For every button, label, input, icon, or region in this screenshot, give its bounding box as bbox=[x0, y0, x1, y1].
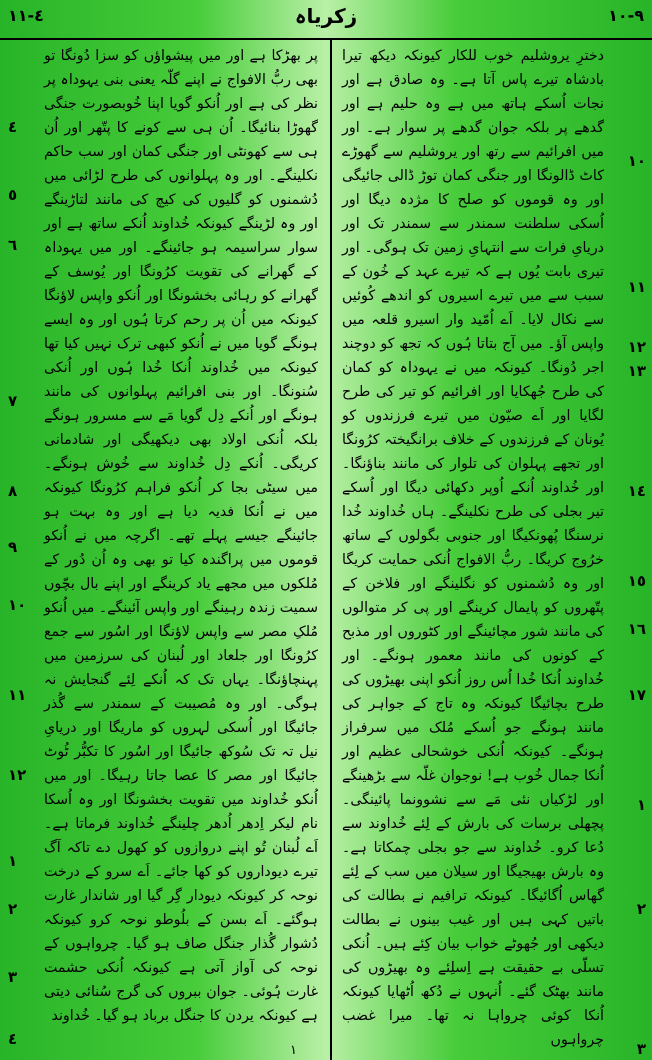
verse-number: ٢ bbox=[636, 900, 646, 918]
verse-number: ١٤ bbox=[627, 482, 646, 500]
verse-number: ٣ bbox=[8, 968, 18, 986]
verse-number: ١٥ bbox=[627, 572, 646, 590]
verse-number: ١ bbox=[8, 852, 18, 870]
column-divider bbox=[330, 40, 332, 1060]
right-text-column bbox=[342, 44, 604, 1052]
right-column-text: دخترِ یروشلیم خوب للکار کیونکہ دیکھ تیرا بادشاہ تیرے پاس آتا ہے۔ وہ صادق ہے اور نجات اُسکے ہاتھ میں ہے وہ حلیم ہے اور گدھے پر بلکہ جوان گدھے پر سوار ہے۔ اور میں افرائیم سے رتھ اور یروشلیم سے گھوڑے کاٹ ڈالونگا اور جنگی کمان توڑ ڈالی جائیگی اور وہ قوموں کو صلح کا مژدہ دیگا اور اُسکی سلطنت سمندر سے سمندر تک اور دریایِ فرات سے انتہایِ زمین تک ہوگی۔ اور تیری بابت یُوں ہے کہ تیرے عہد کے خُون کے سبب سے میں تیرے اسیروں کو اندھے کُوئیں سے نکال لایا۔ اَے اُمّید وار اسیرو قلعہ میں واپس آؤ۔ میں آج بتاتا ہُوں کہ تجھ کو دوچند اجر دُونگا۔ کیونکہ میں نے یہوداہ کو کمان کی طرح جُھکایا اور افرائیم کو تیر کی طرح لگایا اور اَے صیّون میں تیرے فرزندوں کو یُونان کے فرزندوں کے خلاف برانگیختہ کرُونگا اور تجھے پہلوان کی تلوار کی مانند بناؤنگا۔ اور خُداوند اُنکے اُوپر دکھائی دیگا اور اُسکے تیر بجلی کی طرح نکلینگے۔ ہاں خُداوند خُدا نرسنگا پُھونکیگا اور جنوبی بگولوں کے ساتھ خرُوج کریگا۔ ربُّ الافواج اُنکی حمایت کریگا اور وہ دُشمنوں کو نگلینگے اور فلاخن کے پتّھروں کو پایمال کرینگے اور پی کر متوالوں کی مانند شور مچائینگے اور کٹوروں اور مذبح کے کونوں کی مانند معمور ہونگے۔ اور خُداوند اُنکا خُدا اُس روز اُنکو اپنی بھیڑوں کی طرح بچائیگا کیونکہ وہ تاج کے جواہر کی مانند ہونگے جو اُسکے مُلک میں سرفراز ہونگے۔ کیونکہ اُنکی خوشحالی عظیم اور اُنکا جمال خُوب ہے! نوجوان غلّہ سے بڑھینگے اور لڑکیاں نئی مَے سے نشوونما پائینگی۔ پچھلی برسات کی بارش کے لِئے خُداوند سے دُعا کرو۔ خُداوند سے جو بجلی چمکاتا ہے۔ وہ بارش بھیجیگا اور سیلان میں سب کے لِئے گھاس اُگائیگا۔ کیونکہ ترافیم نے بطالت کی باتیں کہی ہیں اور غیب بینوں نے بطالت دیکھی اور جُھوٹے خواب بیان کِئے ہیں۔ اُنکی تسلّی بے حقیقت ہے اِسلِئے وہ بھیڑوں کی مانند بھٹک گئے۔ اُنہوں نے دُکھ اُٹھایا کیونکہ اُنکا کوئی چرواہا نہ تھا۔ میرا غضب چرواہوں bbox=[341, 48, 604, 1048]
verse-number: ٦ bbox=[8, 236, 18, 254]
verse-number: ٤ bbox=[8, 1030, 18, 1048]
left-column-text: پر بھڑکا ہے اور میں پیشواؤں کو سزا دُونگا تو بھی ربُّ الافواج نے اپنے گلّہ یعنی بنی یہوداہ پر نظر کی ہے اور اُنکو گویا اپنا خُوبصورت جنگی گھوڑا بنائیگا۔ اُن ہی سے کونے کا پتّھر اور اُن ہی سے کھونٹی اور جنگی کمان اور سب حاکم نکلینگے۔ اور وہ پہلوانوں کی طرح لڑائی میں دُشمنوں کو گلیوں کی کیچ کی مانند لتاڑینگے اور وہ لڑینگے کیونکہ خُداوند اُنکے ساتھ ہے اور سوار سراسیمہ ہو جائینگے۔ اور میں یہوداہ کے گھرانے کی تقویت کرُونگا اور یُوسف کے گھرانے کو رہائی بخشونگا اور اُنکو واپس لاؤنگا کیونکہ میں اُن پر رحم کرتا ہُوں اور وہ ایسے ہونگے گویا میں نے اُنکو کبھی ترک نہیں کیا تھا کیونکہ میں خُداوند اُنکا خُدا ہُوں اور اُنکی سُنونگا۔ اور بنی افرائیم پہلوانوں کی مانند ہونگے اور اُنکے دِل گویا مَے سے مسرور ہونگے بلکہ اُنکی اولاد بھی دیکھیگی اور شادمانی کریگی۔ اُنکے دِل خُداوند سے خُوش ہونگے۔ میں سیٹی بجا کر اُنکو فراہم کرُونگا کیونکہ میں نے اُنکا فدیہ دیا ہے اور وہ بہت ہو جائینگے جیسے پہلے تھے۔ اگرچہ میں نے اُنکو قوموں میں پراگندہ کیا تو بھی وہ اُن دُور کے مُلکوں میں مجھے یاد کرینگے اور اپنے بال بچّوں سمیت زندہ رہینگے اور واپس آئینگے۔ میں اُنکو مُلکِ مصر سے واپس لاؤنگا اور اسُور سے جمع کرُونگا اور جلعاد اور لُبنان کی سرزمین میں پہنچاؤنگا۔ یہاں تک کہ اُنکے لِئے گنجایش نہ ہوگی۔ اور وہ مُصیبت کے سمندر سے گُذر جائیگا اور اُسکی لہروں کو ماریگا اور دریایِ نیل تہ تک سُوکھ جائیگا اور اسُور کا تکبُّر ٹُوٹ جائیگا اور مصر کا عصا جاتا رہیگا۔ اور میں اُنکو خُداوند میں تقویت بخشونگا اور وہ اُسکا نام لیکر اِدھر اُدھر چلینگے خُداوند فرماتا ہے۔ اَے لُبنان تُو اپنے دروازوں کو کھول دے تاکہ آگ تیرے دیوداروں کو کھا جائے۔ اَے سرو کے درخت نوحہ کر کیونکہ دیودار گِر گیا اور شاندار غارت ہوگئے۔ اَے بسن کے بلُوطو نوحہ کرو کیونکہ دُشوار گُذار جنگل صاف ہو گیا۔ چرواہوں کے نوحہ کی آواز آتی ہے کیونکہ اُنکی حشمت غارت ہُوئی۔ جوان ببروں کی گرج سُنائی دیتی ہے کیونکہ یردن کا جنگل برباد ہو گیا۔ خُداوند bbox=[44, 48, 318, 1024]
verse-number: ٣ bbox=[636, 1040, 646, 1058]
verse-number: ١٦ bbox=[627, 620, 646, 638]
page-header bbox=[0, 0, 652, 40]
verse-number: ٢ bbox=[8, 900, 18, 918]
verse-number: ١٢ bbox=[627, 338, 646, 356]
header-chapter-range: ٩-١٠ bbox=[608, 6, 644, 25]
verse-number: ٥ bbox=[8, 186, 18, 204]
verse-number: ٤ bbox=[8, 118, 18, 136]
verse-number: ٨ bbox=[8, 482, 18, 500]
verse-number: ١٢ bbox=[8, 766, 27, 784]
footer-page-mark: ١ bbox=[290, 1043, 297, 1058]
book-title: زکریاہ bbox=[294, 4, 358, 28]
verse-number: ٧ bbox=[8, 392, 18, 410]
verse-number: ١٠ bbox=[8, 596, 27, 614]
header-page-range: ٤-١١ bbox=[8, 6, 44, 25]
verse-number: ١ bbox=[636, 796, 646, 814]
verse-number: ١١ bbox=[8, 686, 27, 704]
verse-number: ٩ bbox=[8, 538, 18, 556]
verse-number: ١٧ bbox=[627, 686, 646, 704]
left-text-column bbox=[44, 44, 318, 1052]
verse-number: ١٣ bbox=[627, 362, 646, 380]
verse-number: ١٠ bbox=[627, 152, 646, 170]
verse-number: ١١ bbox=[627, 278, 646, 296]
